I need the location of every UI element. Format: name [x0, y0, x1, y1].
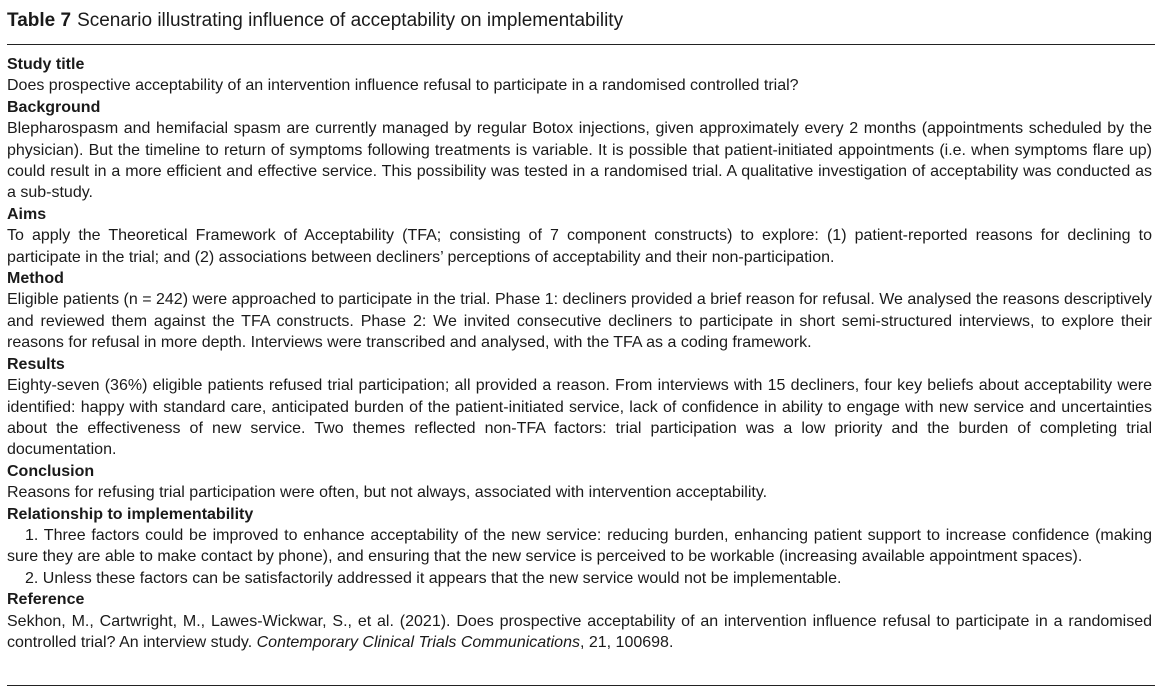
method-text: Eligible patients (n = 242) were approached to participate in the trial. Phase 1: decliners provided a brief reason for refusal. We analysed the reasons descriptively and reviewed them against the TFA constructs. Phase 2: We invited consecutive decliners to participate in short semi-structured interviews, to explore their reasons for refusal in more depth. Interviews were transcribed and analysed, with the TFA as a coding framework. [7, 291, 1152, 352]
study-title-text: Does prospective acceptability of an intervention influence refusal to participate in a randomised controlled trial? [7, 77, 799, 95]
relationship-heading: Relationship to implementability [7, 505, 254, 523]
relationship-item-2: 2. Unless these factors can be satisfactorily addressed it appears that the new service would not be implementable. [25, 569, 842, 587]
aims-text: To apply the Theoretical Framework of Acceptability (TFA; consisting of 7 component constructs) to explore: (1) patient-reported reasons for declining to participate in the trial; and (2) associations between decliners’ perceptions of acceptability and their non-participation. [7, 227, 1152, 266]
method-heading: Method [7, 270, 64, 288]
reference-heading: Reference [7, 591, 85, 609]
aims-heading: Aims [7, 205, 47, 223]
reference-journal: Contemporary Clinical Trials Communications [256, 633, 580, 651]
top-rule [7, 44, 1155, 45]
study-title-heading: Study title [7, 56, 85, 73]
table-label: Table 7 [7, 10, 72, 31]
background-text: Blepharospasm and hemifacial spasm are currently managed by regular Botox injections, given approximately every 2 months (appointments scheduled by the physician). But the timeline to return of symptoms following treatments is variable. It is possible that patient-initiated appointments (i.e. when symptoms flare up) could result in a more efficient and effective service. This possibility was tested in a randomised trial. A qualitative investigation of acceptability was conducted as a sub-study. [7, 120, 1152, 202]
relationship-item-1: 1. Three factors could be improved to enhance acceptability of the new service: reducing burden, enhancing patient support to increase confidence (making sure they are able to make contact by phone), and ensuring that the new service is perceived to be workable (increasing available appointment spaces). [7, 526, 1152, 566]
results-heading: Results [7, 355, 65, 373]
reference-authors-title: Sekhon, M., Cartwright, M., Lawes-Wickwar, S., et al. (2021). Does prospective acceptability of an intervention influence refusal to participate in a randomised controlled trial? An interview study. [7, 612, 1152, 651]
conclusion-heading: Conclusion [7, 462, 95, 480]
table-title: Scenario illustrating influence of acceptability on implementability [77, 10, 624, 31]
results-text: Eighty-seven (36%) eligible patients refused trial participation; all provided a reason. From interviews with 15 decliners, four key beliefs about acceptability were identified: happy with standard care, anticipated burden of the patient-initiated service, lack of confidence in ability to engage with new service and uncertainties about the effectiveness of new service. Two themes reflected non-TFA factors: trial participation was a low priority and the burden of completing trial documentation. [7, 377, 1152, 459]
background-heading: Background [7, 98, 101, 116]
table-caption [7, 9, 623, 33]
reference-text [7, 611, 1152, 654]
bottom-rule [7, 685, 1155, 686]
table-body [7, 54, 1152, 653]
reference-volume-pages: , 21, 100698. [579, 633, 674, 651]
table-page [7, 0, 1155, 693]
conclusion-text: Reasons for refusing trial participation were often, but not always, associated with intervention acceptability. [7, 484, 768, 502]
